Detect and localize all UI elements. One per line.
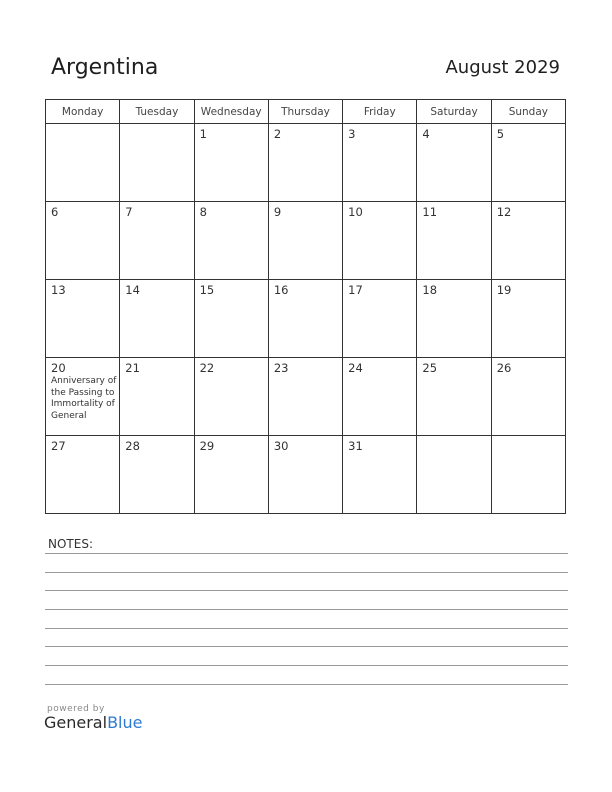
- notes-line: [45, 553, 568, 554]
- notes-line: [45, 665, 568, 666]
- day-number: 16: [273, 283, 289, 297]
- country-title: Argentina: [51, 55, 159, 80]
- day-number: 31: [348, 439, 363, 453]
- week-row: [46, 124, 566, 202]
- day-number: 4: [422, 127, 430, 141]
- day-cell: [120, 436, 194, 514]
- day-number: 20: [51, 361, 66, 375]
- day-cell: [268, 280, 342, 358]
- day-cell: [120, 202, 194, 280]
- day-number: 27: [51, 439, 66, 453]
- day-number: 23: [273, 361, 289, 375]
- day-cell: [343, 202, 417, 280]
- day-number: 26: [496, 361, 512, 375]
- day-number: 19: [496, 283, 512, 297]
- day-number: 28: [125, 439, 140, 453]
- notes-line: [45, 572, 568, 573]
- day-number: 15: [199, 283, 215, 297]
- day-cell: [343, 436, 417, 514]
- day-cell: [194, 358, 268, 436]
- day-cell: [343, 124, 417, 202]
- day-cell: [194, 202, 268, 280]
- weekday-monday: Monday: [46, 100, 120, 124]
- day-cell: [268, 358, 342, 436]
- day-cell: [194, 436, 268, 514]
- holiday-label: Anniversary of the Passing to Immortality of General: [51, 376, 117, 421]
- day-cell: [120, 124, 194, 202]
- notes-label: NOTES:: [48, 537, 93, 551]
- brand-name-part1: General: [44, 713, 108, 732]
- weekday-sunday: Sunday: [491, 100, 565, 124]
- notes-line: [45, 646, 568, 647]
- day-number: 24: [348, 361, 363, 375]
- week-row: [46, 358, 566, 436]
- day-cell: [268, 202, 342, 280]
- weekday-saturday: Saturday: [417, 100, 491, 124]
- day-number: 12: [496, 205, 512, 219]
- day-cell: [417, 358, 491, 436]
- day-cell: [46, 280, 120, 358]
- day-cell: [491, 202, 565, 280]
- day-cell: [46, 124, 120, 202]
- weekday-friday: Friday: [343, 100, 417, 124]
- day-number: 3: [348, 127, 356, 141]
- week-row: [46, 202, 566, 280]
- day-cell: [491, 124, 565, 202]
- weekday-tuesday: Tuesday: [120, 100, 194, 124]
- day-cell: [120, 358, 194, 436]
- day-cell: [491, 436, 565, 514]
- calendar-grid: [45, 99, 566, 514]
- day-cell: [194, 124, 268, 202]
- notes-line: [45, 609, 568, 610]
- day-cell: [491, 280, 565, 358]
- day-number: 14: [125, 283, 140, 297]
- brand-name-part2: Blue: [107, 713, 143, 732]
- day-number: 2: [273, 127, 282, 141]
- week-row: [46, 436, 566, 514]
- day-number: 21: [125, 361, 140, 375]
- day-number: 25: [422, 361, 438, 375]
- day-number: 6: [51, 205, 59, 219]
- day-cell: [120, 280, 194, 358]
- day-cell: [343, 280, 417, 358]
- day-number: 1: [199, 127, 207, 141]
- day-cell: [194, 280, 268, 358]
- day-cell: [46, 436, 120, 514]
- day-number: 8: [199, 205, 207, 219]
- day-cell: [46, 202, 120, 280]
- weekday-wednesday: Wednesday: [194, 100, 268, 124]
- day-number: 17: [348, 283, 363, 297]
- week-row: [46, 280, 566, 358]
- day-cell: [268, 124, 342, 202]
- weekday-header-row: [46, 100, 566, 124]
- day-number: 22: [199, 361, 215, 375]
- notes-line: [45, 628, 568, 629]
- day-cell: [417, 280, 491, 358]
- brand-name: [44, 713, 142, 732]
- notes-line: [45, 684, 568, 685]
- day-number: 10: [348, 205, 363, 219]
- day-cell: [46, 358, 120, 436]
- powered-by-text: powered by: [47, 704, 105, 714]
- day-number: 13: [51, 283, 66, 297]
- brand-logo: [44, 704, 142, 732]
- day-number: 18: [422, 283, 438, 297]
- day-number: 9: [273, 205, 282, 219]
- day-number: 29: [199, 439, 215, 453]
- day-cell: [268, 436, 342, 514]
- month-title: August 2029: [445, 57, 560, 78]
- day-cell: [417, 202, 491, 280]
- day-cell: [343, 358, 417, 436]
- notes-line: [45, 590, 568, 591]
- day-number: 7: [125, 205, 133, 219]
- weekday-thursday: Thursday: [268, 100, 342, 124]
- day-number: 11: [422, 205, 438, 219]
- day-cell: [417, 124, 491, 202]
- day-number: 5: [496, 127, 505, 141]
- day-cell: [417, 436, 491, 514]
- day-number: 30: [273, 439, 289, 453]
- day-cell: [491, 358, 565, 436]
